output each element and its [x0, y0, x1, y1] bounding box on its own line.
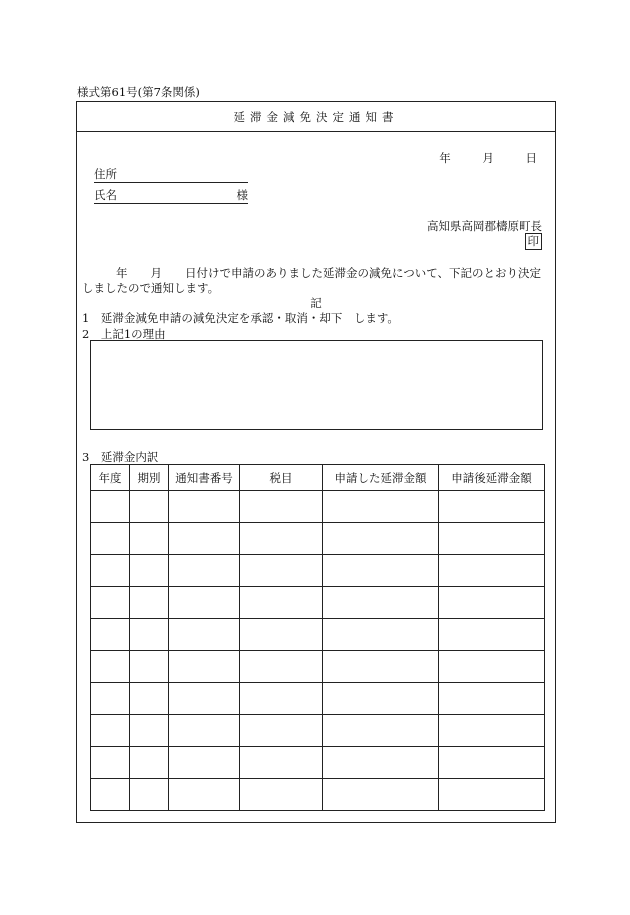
table-cell[interactable]	[439, 587, 545, 619]
date-line	[439, 150, 537, 166]
date-year: 年	[439, 151, 451, 165]
seal-mark: 印	[525, 233, 543, 250]
notice-frame	[76, 101, 556, 823]
table-cell[interactable]	[130, 491, 169, 523]
ki-heading: 記	[310, 296, 322, 310]
table-cell[interactable]	[240, 619, 323, 651]
table-cell[interactable]	[169, 651, 240, 683]
table-cell[interactable]	[169, 779, 240, 811]
table-cell[interactable]	[240, 523, 323, 555]
table-cell[interactable]	[323, 715, 439, 747]
name-label: 氏名	[94, 188, 117, 202]
date-month: 月	[482, 151, 494, 165]
table-cell[interactable]	[323, 491, 439, 523]
table-cell[interactable]	[130, 651, 169, 683]
table-cell[interactable]	[91, 587, 130, 619]
table-cell[interactable]	[439, 715, 545, 747]
table-cell[interactable]	[439, 747, 545, 779]
table-cell[interactable]	[240, 747, 323, 779]
table-cell[interactable]	[240, 651, 323, 683]
table-cell[interactable]	[91, 683, 130, 715]
table-cell[interactable]	[91, 619, 130, 651]
table-row	[91, 715, 545, 747]
table-cell[interactable]	[91, 779, 130, 811]
table-row	[91, 651, 545, 683]
table-cell[interactable]	[323, 555, 439, 587]
table-cell[interactable]	[439, 651, 545, 683]
col-header-post-amount: 申請後延滞金額	[439, 465, 545, 491]
table-cell[interactable]	[169, 491, 240, 523]
table-cell[interactable]	[91, 715, 130, 747]
table-row	[91, 683, 545, 715]
table-row	[91, 779, 545, 811]
table-cell[interactable]	[323, 651, 439, 683]
table-cell[interactable]	[439, 491, 545, 523]
table-cell[interactable]	[240, 683, 323, 715]
table-cell[interactable]	[240, 491, 323, 523]
table-cell[interactable]	[240, 555, 323, 587]
table-cell[interactable]	[323, 747, 439, 779]
table-cell[interactable]	[439, 523, 545, 555]
table-row	[91, 747, 545, 779]
table-cell[interactable]	[169, 523, 240, 555]
table-row	[91, 619, 545, 651]
table-cell[interactable]	[130, 715, 169, 747]
issuer-name: 高知県高岡郡檮原町長	[427, 219, 542, 233]
table-cell[interactable]	[91, 523, 130, 555]
document-title: 延滞金減免決定通知書	[77, 102, 555, 132]
table-row	[91, 587, 545, 619]
late-fee-breakdown-table	[90, 464, 545, 811]
table-cell[interactable]	[169, 683, 240, 715]
table-header-row	[91, 465, 545, 491]
item-3-breakdown-label: 3 延滞金内訳	[82, 450, 159, 464]
table-cell[interactable]	[240, 715, 323, 747]
table-cell[interactable]	[323, 523, 439, 555]
name-field[interactable]	[94, 187, 248, 204]
table-cell[interactable]	[240, 587, 323, 619]
form-number-label: 様式第61号(第7条関係)	[77, 85, 200, 99]
table-cell[interactable]	[130, 555, 169, 587]
reason-box[interactable]	[90, 340, 543, 430]
table-cell[interactable]	[91, 491, 130, 523]
table-cell[interactable]	[323, 587, 439, 619]
table-cell[interactable]	[169, 587, 240, 619]
table-cell[interactable]	[323, 619, 439, 651]
table-cell[interactable]	[169, 619, 240, 651]
body-text	[82, 266, 552, 296]
col-header-requested-amount: 申請した延滞金額	[323, 465, 439, 491]
table-cell[interactable]	[91, 555, 130, 587]
table-cell[interactable]	[130, 779, 169, 811]
table-cell[interactable]	[169, 747, 240, 779]
table-cell[interactable]	[323, 779, 439, 811]
table-body	[91, 491, 545, 811]
col-header-period: 期別	[130, 465, 169, 491]
address-field[interactable]	[94, 166, 248, 183]
table-row	[91, 491, 545, 523]
table-cell[interactable]	[130, 523, 169, 555]
table-cell[interactable]	[130, 587, 169, 619]
honorific: 様	[236, 188, 248, 202]
table-cell[interactable]	[323, 683, 439, 715]
table-cell[interactable]	[91, 651, 130, 683]
table-cell[interactable]	[130, 683, 169, 715]
col-header-tax-item: 税目	[240, 465, 323, 491]
table-cell[interactable]	[439, 619, 545, 651]
date-day: 日	[525, 151, 537, 165]
col-header-notice-number: 通知書番号	[169, 465, 240, 491]
body-text-content: 年 月 日付けで申請のありました延滞金の減免について、下記のとおり決定しましたので通知します。	[82, 266, 542, 295]
table-cell[interactable]	[130, 619, 169, 651]
table-cell[interactable]	[130, 747, 169, 779]
table-cell[interactable]	[240, 779, 323, 811]
table-row	[91, 555, 545, 587]
item-2-reason-label: 2 上記1の理由	[82, 327, 166, 341]
item-1-decision: 1 延滞金減免申請の減免決定を承認・取消・却下 します。	[82, 311, 399, 325]
table-row	[91, 523, 545, 555]
table-cell[interactable]	[169, 715, 240, 747]
table-cell[interactable]	[439, 683, 545, 715]
table-cell[interactable]	[169, 555, 240, 587]
col-header-fiscal-year: 年度	[91, 465, 130, 491]
table-cell[interactable]	[91, 747, 130, 779]
address-label: 住所	[94, 167, 117, 181]
table-cell[interactable]	[439, 555, 545, 587]
table-cell[interactable]	[439, 779, 545, 811]
